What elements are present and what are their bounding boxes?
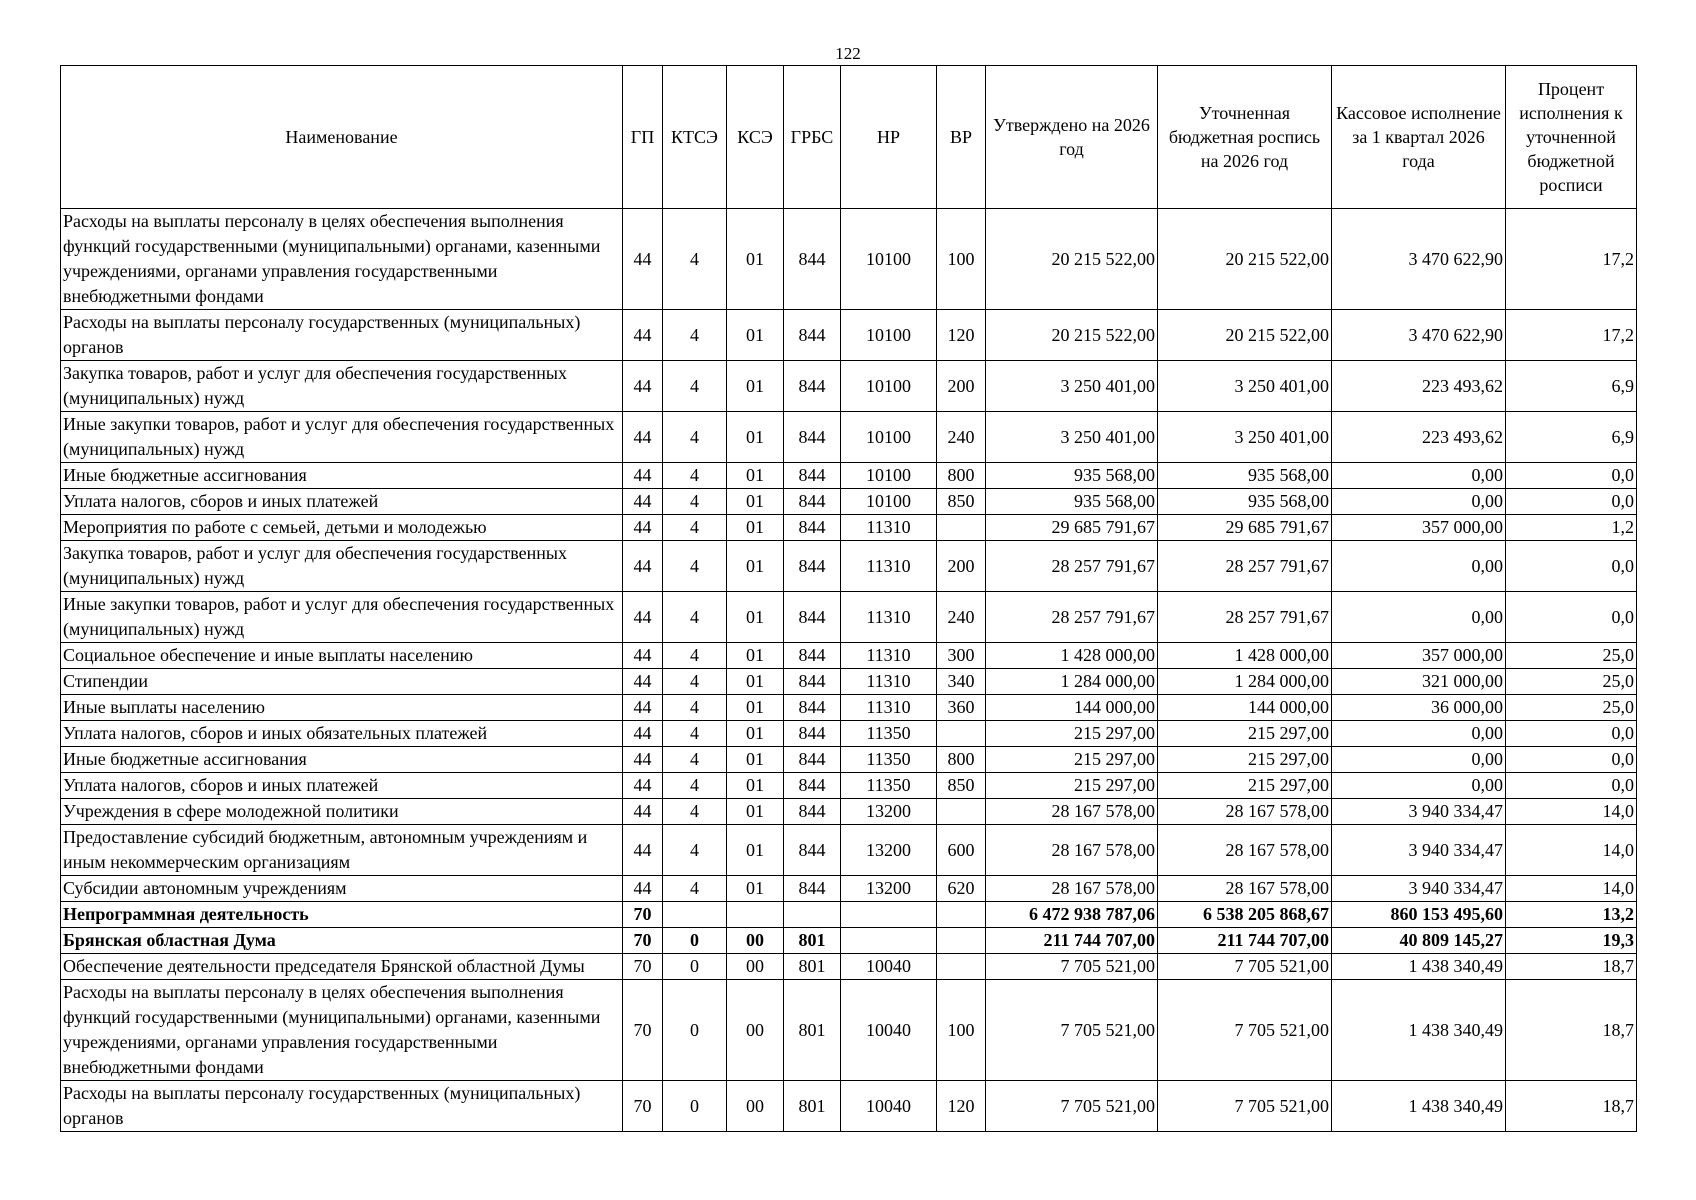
cell-kse: 01 xyxy=(727,773,784,799)
cell-percent: 25,0 xyxy=(1506,695,1637,721)
cell-vr: 850 xyxy=(937,489,986,515)
cell-gp: 44 xyxy=(623,669,663,695)
cell-percent: 18,7 xyxy=(1506,980,1637,1081)
cell-grbs xyxy=(784,902,841,928)
cell-name: Иные выплаты населению xyxy=(61,695,623,721)
cell-approved: 215 297,00 xyxy=(986,721,1158,747)
cell-vr: 200 xyxy=(937,361,986,412)
cell-refined: 3 250 401,00 xyxy=(1158,361,1332,412)
cell-percent: 1,2 xyxy=(1506,515,1637,541)
cell-gp: 44 xyxy=(623,463,663,489)
cell-kse: 01 xyxy=(727,361,784,412)
cell-name: Брянская областная Дума xyxy=(61,928,623,954)
cell-approved: 3 250 401,00 xyxy=(986,412,1158,463)
table-row xyxy=(61,489,1637,515)
cell-vr: 600 xyxy=(937,825,986,876)
cell-approved: 28 257 791,67 xyxy=(986,592,1158,643)
header-percent: Процент исполнения к уточненной бюджетной росписи xyxy=(1506,66,1637,209)
cell-grbs: 844 xyxy=(784,310,841,361)
table-row xyxy=(61,695,1637,721)
cell-gp: 44 xyxy=(623,489,663,515)
cell-refined: 215 297,00 xyxy=(1158,747,1332,773)
cell-percent: 14,0 xyxy=(1506,876,1637,902)
cell-approved: 20 215 522,00 xyxy=(986,310,1158,361)
cell-kse: 01 xyxy=(727,876,784,902)
cell-refined: 7 705 521,00 xyxy=(1158,1081,1332,1132)
cell-percent: 6,9 xyxy=(1506,412,1637,463)
cell-grbs: 801 xyxy=(784,928,841,954)
cell-cash: 321 000,00 xyxy=(1332,669,1506,695)
header-nr: НР xyxy=(841,66,937,209)
cell-approved: 28 257 791,67 xyxy=(986,541,1158,592)
cell-gp: 44 xyxy=(623,825,663,876)
cell-nr: 11350 xyxy=(841,747,937,773)
header-kse: КСЭ xyxy=(727,66,784,209)
cell-nr: 10100 xyxy=(841,310,937,361)
header-cash: Кассовое исполнение за 1 квартал 2026 года xyxy=(1332,66,1506,209)
cell-grbs: 844 xyxy=(784,209,841,310)
cell-gp: 44 xyxy=(623,721,663,747)
table-row xyxy=(61,592,1637,643)
cell-grbs: 844 xyxy=(784,825,841,876)
cell-cash: 1 438 340,49 xyxy=(1332,1081,1506,1132)
cell-nr: 10040 xyxy=(841,980,937,1081)
table-row xyxy=(61,1081,1637,1132)
header-name: Наименование xyxy=(61,66,623,209)
cell-gp: 70 xyxy=(623,928,663,954)
cell-ktse xyxy=(663,902,727,928)
cell-approved: 7 705 521,00 xyxy=(986,1081,1158,1132)
cell-grbs: 844 xyxy=(784,747,841,773)
cell-vr: 240 xyxy=(937,592,986,643)
page-number: 122 xyxy=(835,44,861,63)
cell-cash: 3 470 622,90 xyxy=(1332,310,1506,361)
cell-percent: 17,2 xyxy=(1506,310,1637,361)
cell-percent: 18,7 xyxy=(1506,1081,1637,1132)
cell-ktse: 4 xyxy=(663,695,727,721)
cell-nr: 10100 xyxy=(841,209,937,310)
cell-gp: 44 xyxy=(623,412,663,463)
cell-percent: 18,7 xyxy=(1506,954,1637,980)
cell-name: Обеспечение деятельности председателя Брянской областной Думы xyxy=(61,954,623,980)
cell-cash: 357 000,00 xyxy=(1332,515,1506,541)
cell-name: Предоставление субсидий бюджетным, автономным учреждениям и иным некоммерческим организациям xyxy=(61,825,623,876)
cell-cash: 860 153 495,60 xyxy=(1332,902,1506,928)
cell-refined: 1 428 000,00 xyxy=(1158,643,1332,669)
cell-cash: 40 809 145,27 xyxy=(1332,928,1506,954)
cell-refined: 28 167 578,00 xyxy=(1158,799,1332,825)
cell-cash: 36 000,00 xyxy=(1332,695,1506,721)
cell-approved: 935 568,00 xyxy=(986,463,1158,489)
cell-kse: 00 xyxy=(727,928,784,954)
cell-refined: 215 297,00 xyxy=(1158,773,1332,799)
cell-percent: 0,0 xyxy=(1506,463,1637,489)
cell-nr: 13200 xyxy=(841,876,937,902)
cell-cash: 0,00 xyxy=(1332,463,1506,489)
cell-nr: 11310 xyxy=(841,541,937,592)
cell-gp: 44 xyxy=(623,515,663,541)
cell-gp: 44 xyxy=(623,643,663,669)
cell-grbs: 801 xyxy=(784,980,841,1081)
cell-name: Иные бюджетные ассигнования xyxy=(61,747,623,773)
table-row xyxy=(61,799,1637,825)
cell-ktse: 4 xyxy=(663,209,727,310)
cell-kse xyxy=(727,902,784,928)
table-row xyxy=(61,361,1637,412)
cell-grbs: 844 xyxy=(784,592,841,643)
cell-grbs: 801 xyxy=(784,954,841,980)
cell-gp: 44 xyxy=(623,747,663,773)
cell-percent: 13,2 xyxy=(1506,902,1637,928)
cell-nr xyxy=(841,902,937,928)
cell-refined: 29 685 791,67 xyxy=(1158,515,1332,541)
cell-grbs: 844 xyxy=(784,876,841,902)
cell-kse: 01 xyxy=(727,310,784,361)
cell-approved: 1 428 000,00 xyxy=(986,643,1158,669)
cell-nr: 10100 xyxy=(841,463,937,489)
table-row xyxy=(61,310,1637,361)
cell-nr: 11350 xyxy=(841,773,937,799)
cell-vr: 200 xyxy=(937,541,986,592)
cell-ktse: 4 xyxy=(663,592,727,643)
table-row xyxy=(61,902,1637,928)
cell-name: Уплата налогов, сборов и иных платежей xyxy=(61,489,623,515)
cell-refined: 3 250 401,00 xyxy=(1158,412,1332,463)
cell-nr: 10100 xyxy=(841,412,937,463)
cell-ktse: 4 xyxy=(663,669,727,695)
cell-grbs: 844 xyxy=(784,799,841,825)
cell-kse: 01 xyxy=(727,669,784,695)
cell-percent: 6,9 xyxy=(1506,361,1637,412)
cell-vr xyxy=(937,928,986,954)
cell-name: Иные закупки товаров, работ и услуг для обеспечения государственных (муниципальных) нужд xyxy=(61,412,623,463)
cell-grbs: 844 xyxy=(784,669,841,695)
cell-nr: 10040 xyxy=(841,954,937,980)
cell-ktse: 4 xyxy=(663,463,727,489)
cell-cash: 0,00 xyxy=(1332,721,1506,747)
cell-refined: 28 167 578,00 xyxy=(1158,825,1332,876)
cell-nr: 11350 xyxy=(841,721,937,747)
header-gp: ГП xyxy=(623,66,663,209)
cell-ktse: 4 xyxy=(663,773,727,799)
cell-gp: 44 xyxy=(623,876,663,902)
cell-vr: 850 xyxy=(937,773,986,799)
cell-ktse: 4 xyxy=(663,799,727,825)
cell-refined: 935 568,00 xyxy=(1158,489,1332,515)
cell-gp: 44 xyxy=(623,799,663,825)
cell-grbs: 844 xyxy=(784,463,841,489)
cell-name: Расходы на выплаты персоналу государственных (муниципальных) органов xyxy=(61,1081,623,1132)
cell-approved: 3 250 401,00 xyxy=(986,361,1158,412)
cell-gp: 70 xyxy=(623,954,663,980)
cell-vr: 800 xyxy=(937,747,986,773)
cell-approved: 20 215 522,00 xyxy=(986,209,1158,310)
cell-cash: 3 470 622,90 xyxy=(1332,209,1506,310)
table-row xyxy=(61,669,1637,695)
cell-grbs: 844 xyxy=(784,541,841,592)
cell-percent: 19,3 xyxy=(1506,928,1637,954)
cell-nr: 11310 xyxy=(841,695,937,721)
cell-name: Мероприятия по работе с семьей, детьми и молодежью xyxy=(61,515,623,541)
cell-name: Расходы на выплаты персоналу в целях обеспечения выполнения функций государственными (муниципальными) органами, казенными учреждениями, органами управления государственными внебюджетными фондами xyxy=(61,209,623,310)
cell-name: Субсидии автономным учреждениям xyxy=(61,876,623,902)
cell-ktse: 0 xyxy=(663,928,727,954)
cell-refined: 28 257 791,67 xyxy=(1158,592,1332,643)
cell-vr: 120 xyxy=(937,1081,986,1132)
cell-kse: 01 xyxy=(727,463,784,489)
cell-vr: 120 xyxy=(937,310,986,361)
cell-name: Расходы на выплаты персоналу в целях обеспечения выполнения функций государственными (муниципальными) органами, казенными учреждениями, органами управления государственными внебюджетными фондами xyxy=(61,980,623,1081)
table-row xyxy=(61,463,1637,489)
cell-grbs: 801 xyxy=(784,1081,841,1132)
cell-percent: 0,0 xyxy=(1506,721,1637,747)
cell-kse: 01 xyxy=(727,489,784,515)
cell-cash: 223 493,62 xyxy=(1332,361,1506,412)
table-row xyxy=(61,980,1637,1081)
cell-nr: 11310 xyxy=(841,592,937,643)
header-refined: Уточненная бюджетная роспись на 2026 год xyxy=(1158,66,1332,209)
cell-ktse: 4 xyxy=(663,825,727,876)
cell-name: Закупка товаров, работ и услуг для обеспечения государственных (муниципальных) нужд xyxy=(61,361,623,412)
cell-vr: 360 xyxy=(937,695,986,721)
cell-approved: 6 472 938 787,06 xyxy=(986,902,1158,928)
cell-nr: 11310 xyxy=(841,643,937,669)
cell-percent: 14,0 xyxy=(1506,825,1637,876)
cell-gp: 44 xyxy=(623,592,663,643)
cell-grbs: 844 xyxy=(784,695,841,721)
cell-refined: 7 705 521,00 xyxy=(1158,954,1332,980)
cell-kse: 01 xyxy=(727,695,784,721)
cell-approved: 144 000,00 xyxy=(986,695,1158,721)
cell-vr: 240 xyxy=(937,412,986,463)
cell-gp: 44 xyxy=(623,209,663,310)
cell-nr: 10100 xyxy=(841,361,937,412)
table-row xyxy=(61,954,1637,980)
cell-ktse: 4 xyxy=(663,747,727,773)
cell-approved: 29 685 791,67 xyxy=(986,515,1158,541)
cell-cash: 3 940 334,47 xyxy=(1332,825,1506,876)
cell-ktse: 4 xyxy=(663,541,727,592)
cell-percent: 25,0 xyxy=(1506,669,1637,695)
table-header-row xyxy=(61,66,1637,209)
cell-gp: 44 xyxy=(623,773,663,799)
cell-gp: 44 xyxy=(623,361,663,412)
header-vr: ВР xyxy=(937,66,986,209)
cell-cash: 1 438 340,49 xyxy=(1332,980,1506,1081)
cell-gp: 70 xyxy=(623,980,663,1081)
cell-nr: 10040 xyxy=(841,1081,937,1132)
cell-refined: 215 297,00 xyxy=(1158,721,1332,747)
cell-vr xyxy=(937,902,986,928)
cell-percent: 0,0 xyxy=(1506,541,1637,592)
table-body xyxy=(61,209,1637,1132)
cell-percent: 0,0 xyxy=(1506,773,1637,799)
header-ktse: КТСЭ xyxy=(663,66,727,209)
cell-kse: 01 xyxy=(727,643,784,669)
cell-ktse: 4 xyxy=(663,489,727,515)
cell-cash: 1 438 340,49 xyxy=(1332,954,1506,980)
cell-grbs: 844 xyxy=(784,489,841,515)
cell-approved: 1 284 000,00 xyxy=(986,669,1158,695)
cell-approved: 935 568,00 xyxy=(986,489,1158,515)
cell-percent: 0,0 xyxy=(1506,592,1637,643)
cell-name: Иные закупки товаров, работ и услуг для обеспечения государственных (муниципальных) нужд xyxy=(61,592,623,643)
cell-vr: 300 xyxy=(937,643,986,669)
table-row xyxy=(61,412,1637,463)
cell-refined: 211 744 707,00 xyxy=(1158,928,1332,954)
cell-vr: 100 xyxy=(937,980,986,1081)
cell-refined: 28 257 791,67 xyxy=(1158,541,1332,592)
cell-nr xyxy=(841,928,937,954)
cell-vr xyxy=(937,799,986,825)
cell-name: Иные бюджетные ассигнования xyxy=(61,463,623,489)
cell-gp: 44 xyxy=(623,310,663,361)
cell-vr: 800 xyxy=(937,463,986,489)
cell-ktse: 4 xyxy=(663,515,727,541)
cell-ktse: 4 xyxy=(663,876,727,902)
cell-approved: 215 297,00 xyxy=(986,747,1158,773)
table-row xyxy=(61,825,1637,876)
cell-cash: 0,00 xyxy=(1332,773,1506,799)
table-row xyxy=(61,876,1637,902)
cell-vr xyxy=(937,721,986,747)
header-approved: Утверждено на 2026 год xyxy=(986,66,1158,209)
cell-kse: 01 xyxy=(727,721,784,747)
table-row xyxy=(61,515,1637,541)
cell-ktse: 0 xyxy=(663,1081,727,1132)
cell-refined: 6 538 205 868,67 xyxy=(1158,902,1332,928)
cell-percent: 17,2 xyxy=(1506,209,1637,310)
cell-approved: 215 297,00 xyxy=(986,773,1158,799)
cell-cash: 3 940 334,47 xyxy=(1332,799,1506,825)
table-row xyxy=(61,643,1637,669)
cell-nr: 10100 xyxy=(841,489,937,515)
cell-approved: 28 167 578,00 xyxy=(986,876,1158,902)
cell-cash: 223 493,62 xyxy=(1332,412,1506,463)
cell-kse: 01 xyxy=(727,412,784,463)
cell-cash: 3 940 334,47 xyxy=(1332,876,1506,902)
table-row xyxy=(61,773,1637,799)
cell-refined: 935 568,00 xyxy=(1158,463,1332,489)
cell-approved: 28 167 578,00 xyxy=(986,799,1158,825)
cell-gp: 44 xyxy=(623,541,663,592)
cell-ktse: 4 xyxy=(663,643,727,669)
cell-cash: 357 000,00 xyxy=(1332,643,1506,669)
cell-kse: 00 xyxy=(727,980,784,1081)
table-row xyxy=(61,541,1637,592)
cell-name: Расходы на выплаты персоналу государственных (муниципальных) органов xyxy=(61,310,623,361)
cell-percent: 0,0 xyxy=(1506,747,1637,773)
cell-approved: 7 705 521,00 xyxy=(986,954,1158,980)
cell-percent: 25,0 xyxy=(1506,643,1637,669)
table-row xyxy=(61,928,1637,954)
cell-vr: 340 xyxy=(937,669,986,695)
cell-refined: 7 705 521,00 xyxy=(1158,980,1332,1081)
cell-kse: 01 xyxy=(727,209,784,310)
cell-refined: 20 215 522,00 xyxy=(1158,209,1332,310)
cell-cash: 0,00 xyxy=(1332,541,1506,592)
cell-grbs: 844 xyxy=(784,412,841,463)
cell-ktse: 0 xyxy=(663,954,727,980)
cell-name: Уплата налогов, сборов и иных платежей xyxy=(61,773,623,799)
cell-kse: 00 xyxy=(727,954,784,980)
cell-name: Уплата налогов, сборов и иных обязательных платежей xyxy=(61,721,623,747)
cell-kse: 00 xyxy=(727,1081,784,1132)
cell-gp: 70 xyxy=(623,1081,663,1132)
cell-percent: 14,0 xyxy=(1506,799,1637,825)
cell-refined: 28 167 578,00 xyxy=(1158,876,1332,902)
cell-nr: 11310 xyxy=(841,669,937,695)
cell-refined: 1 284 000,00 xyxy=(1158,669,1332,695)
cell-name: Учреждения в сфере молодежной политики xyxy=(61,799,623,825)
cell-ktse: 4 xyxy=(663,721,727,747)
cell-ktse: 4 xyxy=(663,310,727,361)
cell-kse: 01 xyxy=(727,799,784,825)
cell-grbs: 844 xyxy=(784,515,841,541)
cell-nr: 13200 xyxy=(841,799,937,825)
cell-kse: 01 xyxy=(727,541,784,592)
cell-kse: 01 xyxy=(727,825,784,876)
table-row xyxy=(61,721,1637,747)
cell-cash: 0,00 xyxy=(1332,489,1506,515)
cell-refined: 20 215 522,00 xyxy=(1158,310,1332,361)
cell-ktse: 4 xyxy=(663,361,727,412)
cell-nr: 13200 xyxy=(841,825,937,876)
table-row xyxy=(61,209,1637,310)
cell-approved: 28 167 578,00 xyxy=(986,825,1158,876)
cell-approved: 211 744 707,00 xyxy=(986,928,1158,954)
cell-name: Непрограммная деятельность xyxy=(61,902,623,928)
cell-grbs: 844 xyxy=(784,643,841,669)
cell-grbs: 844 xyxy=(784,361,841,412)
cell-percent: 0,0 xyxy=(1506,489,1637,515)
cell-vr: 620 xyxy=(937,876,986,902)
cell-vr: 100 xyxy=(937,209,986,310)
cell-nr: 11310 xyxy=(841,515,937,541)
cell-refined: 144 000,00 xyxy=(1158,695,1332,721)
cell-approved: 7 705 521,00 xyxy=(986,980,1158,1081)
cell-vr xyxy=(937,515,986,541)
table-row xyxy=(61,747,1637,773)
cell-gp: 44 xyxy=(623,695,663,721)
cell-cash: 0,00 xyxy=(1332,592,1506,643)
cell-grbs: 844 xyxy=(784,773,841,799)
cell-kse: 01 xyxy=(727,747,784,773)
budget-table xyxy=(60,65,1637,1132)
header-grbs: ГРБС xyxy=(784,66,841,209)
cell-cash: 0,00 xyxy=(1332,747,1506,773)
cell-kse: 01 xyxy=(727,515,784,541)
cell-gp: 70 xyxy=(623,902,663,928)
cell-name: Стипендии xyxy=(61,669,623,695)
cell-ktse: 0 xyxy=(663,980,727,1081)
cell-name: Закупка товаров, работ и услуг для обеспечения государственных (муниципальных) нужд xyxy=(61,541,623,592)
cell-name: Социальное обеспечение и иные выплаты населению xyxy=(61,643,623,669)
cell-kse: 01 xyxy=(727,592,784,643)
cell-ktse: 4 xyxy=(663,412,727,463)
cell-vr xyxy=(937,954,986,980)
cell-grbs: 844 xyxy=(784,721,841,747)
